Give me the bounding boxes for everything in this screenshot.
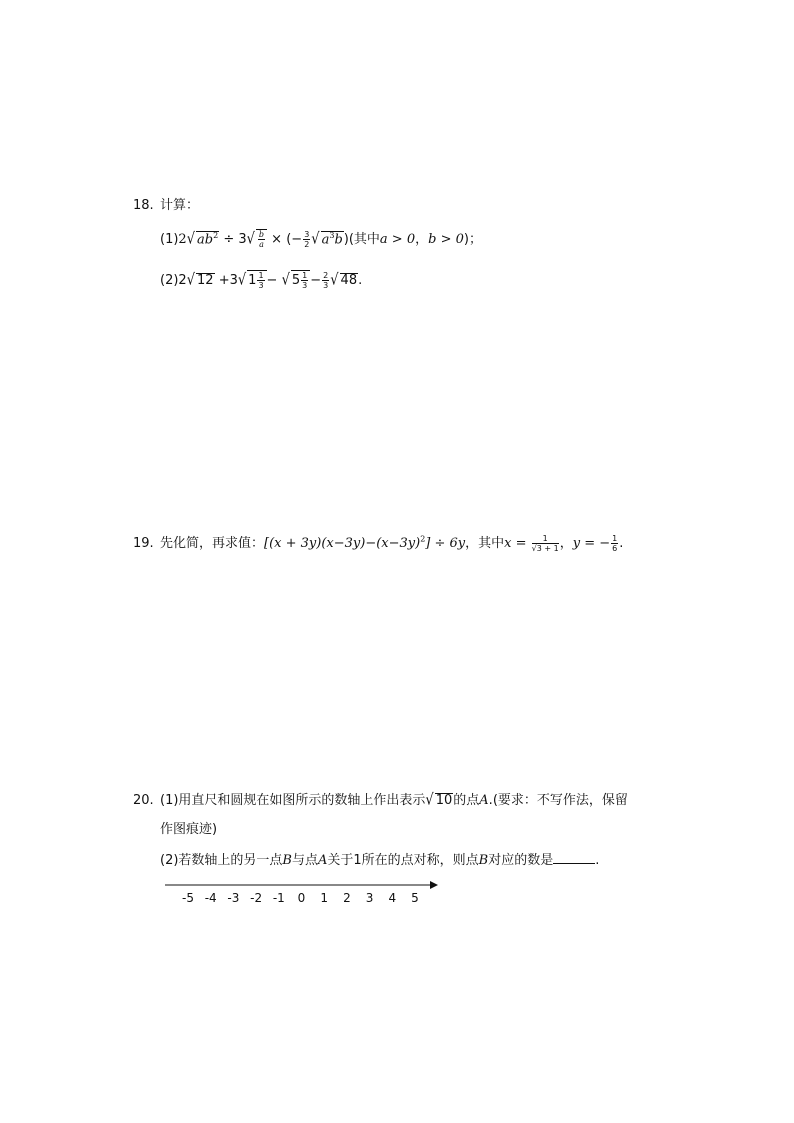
number-line-tick-label: 0 — [297, 891, 306, 905]
number-line-tick-label: -2 — [250, 891, 263, 905]
number-line-tick-label: 5 — [411, 891, 419, 905]
number-line-tick-label: 3 — [365, 891, 374, 905]
number-line-tick-label: -4 — [204, 891, 217, 905]
question-number: 19. — [133, 536, 154, 551]
q20-line-2: 作图痕迹) — [160, 822, 218, 837]
question-20: 20. (1)用直尺和圆规在如图所示的数轴上作出表示√ 10的点A.(要求：不写作法，保留 — [133, 791, 628, 810]
q20-part-2: (2)若数轴上的另一点B与点A关于1所在的点对称，则点B对应的数是 . — [160, 853, 600, 868]
q18-part-2: (2)2√ 12 +3√ 1 $\frac{1}{3}$ − √ 5 $\frac{1}{3}$ − $\frac{2}{3}$ √ 48. — [160, 271, 363, 290]
number-line-tick-label: 1 — [320, 891, 329, 905]
question-number: 20. — [133, 793, 154, 808]
q18-part-1: (1)2√ $ab^2 \div 3√$ $\frac{b}{a}$ × (− $\frac{3}{2}$ √ $a^3b$)(其中a > 0，b > 0)； — [160, 230, 482, 249]
question-number: 18. — [133, 198, 154, 213]
number-line-tick-label: -1 — [272, 891, 285, 905]
number-line-arrow — [430, 881, 438, 889]
question-19: 19. 先化简，再求值：$[(x + 3y)(x-3y)-(x-3y)^2] \div 6y$，其中x = $\frac{1}{√3 + 1}$ ，y = − $\frac{1}{6}$ . — [133, 534, 624, 553]
answer-blank[interactable] — [553, 851, 595, 864]
number-line — [160, 876, 460, 916]
question-18 — [133, 194, 199, 213]
number-line-tick-label: 4 — [388, 891, 397, 905]
number-line-tick-label: -5 — [182, 891, 194, 905]
question-title: 计算： — [160, 198, 200, 213]
number-line-tick-label: 2 — [343, 891, 351, 905]
number-line-tick-label: -3 — [227, 891, 240, 905]
